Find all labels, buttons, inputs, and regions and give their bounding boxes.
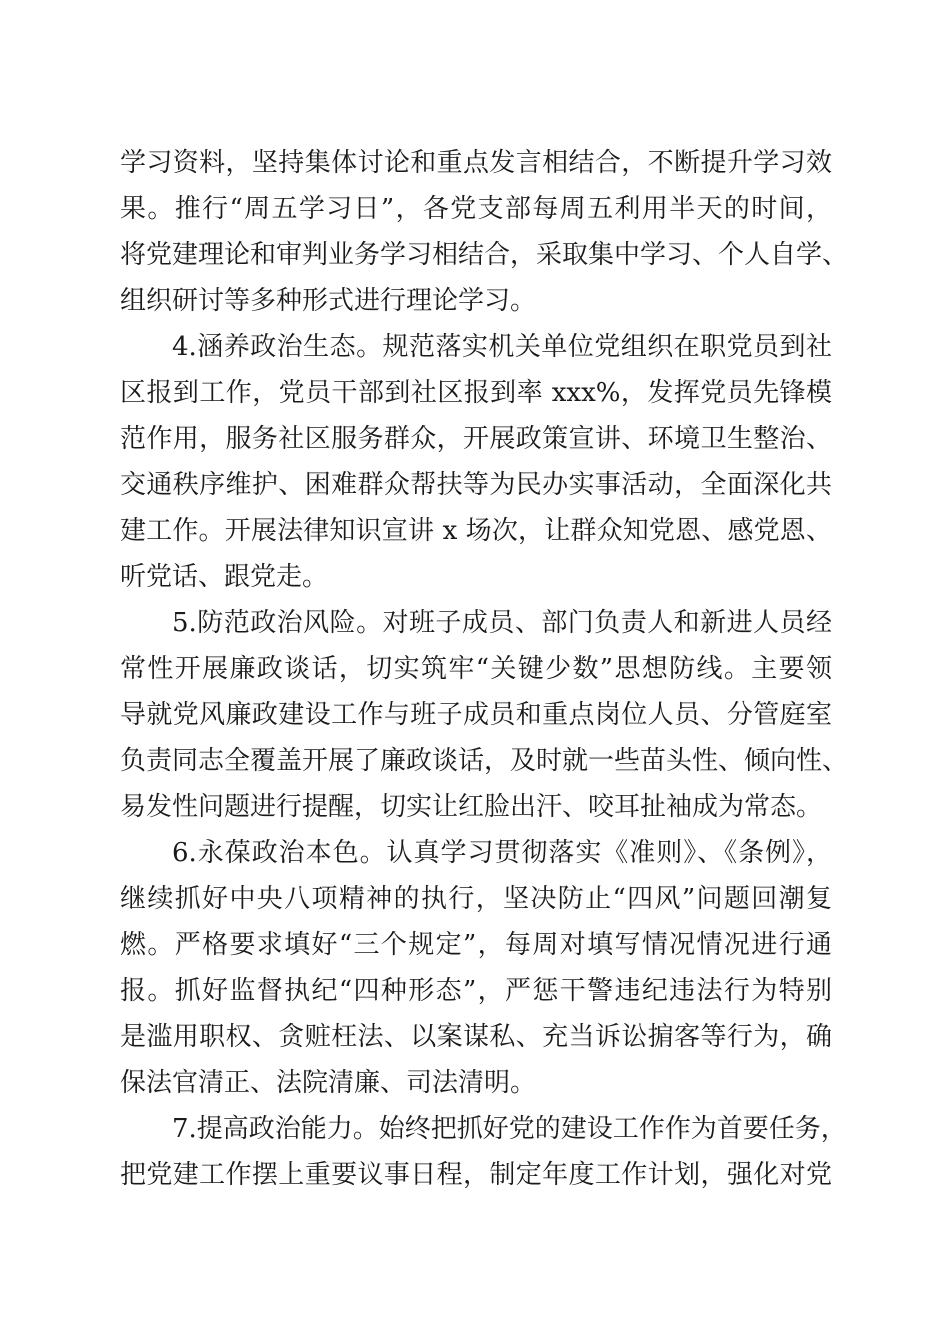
text-line: 学习资料，坚持集体讨论和重点发言相结合，不断提升学习效	[120, 148, 832, 178]
text-line: 区报到工作，党员干部到社区报到率 xxx%，发挥党员先锋模	[120, 378, 832, 408]
text-line: 保法官清正、法院清廉、司法清明。	[120, 1068, 537, 1098]
section-heading-line: 5.防范政治风险。对班子成员、部门负责人和新进人员经	[172, 608, 832, 638]
section-heading-line: 7.提高政治能力。始终把抓好党的建设工作作为首要任务，	[172, 1114, 847, 1144]
text-line: 报。抓好监督执纪“四种形态”，严惩干警违纪违法行为特别	[120, 976, 832, 1006]
body-text	[120, 140, 849, 1198]
text-line: 是滥用职权、贪赃枉法、以案谋私、充当诉讼掮客等行为，确	[120, 1022, 832, 1052]
text-line: 导就党风廉政建设工作与班子成员和重点岗位人员、分管庭室	[120, 700, 832, 730]
text-line: 继续抓好中央八项精神的执行，坚决防止“四风”问题回潮复	[120, 884, 832, 914]
text-line: 将党建理论和审判业务学习相结合，采取集中学习、个人自学、	[120, 240, 849, 270]
text-line: 把党建工作摆上重要议事日程，制定年度工作计划，强化对党	[120, 1160, 832, 1190]
text-line: 建工作。开展法律知识宣讲 x 场次，让群众知党恩、感党恩、	[120, 516, 832, 546]
text-line: 燃。严格要求填好“三个规定”，每周对填写情况情况进行通	[120, 930, 832, 960]
text-line: 易发性问题进行提醒，切实让红脸出汗、咬耳扯袖成为常态。	[120, 792, 823, 822]
section-heading-line: 6.永葆政治本色。认真学习贯彻落实《准则》、《条例》，	[172, 838, 832, 868]
text-line: 听党话、跟党走。	[120, 562, 329, 592]
text-line: 交通秩序维护、困难群众帮扶等为民办实事活动，全面深化共	[120, 470, 832, 500]
text-line: 范作用，服务社区服务群众，开展政策宣讲、环境卫生整治、	[120, 424, 832, 454]
text-line: 组织研讨等多种形式进行理论学习。	[120, 286, 537, 316]
section-heading-line: 4.涵养政治生态。规范落实机关单位党组织在职党员到社	[172, 332, 832, 362]
text-line: 常性开展廉政谈话，切实筑牢“关键少数”思想防线。主要领	[120, 654, 832, 684]
text-line: 负责同志全覆盖开展了廉政谈话，及时就一些苗头性、倾向性、	[120, 746, 849, 776]
text-line: 果。推行“周五学习日”，各党支部每周五利用半天的时间，	[120, 194, 832, 224]
